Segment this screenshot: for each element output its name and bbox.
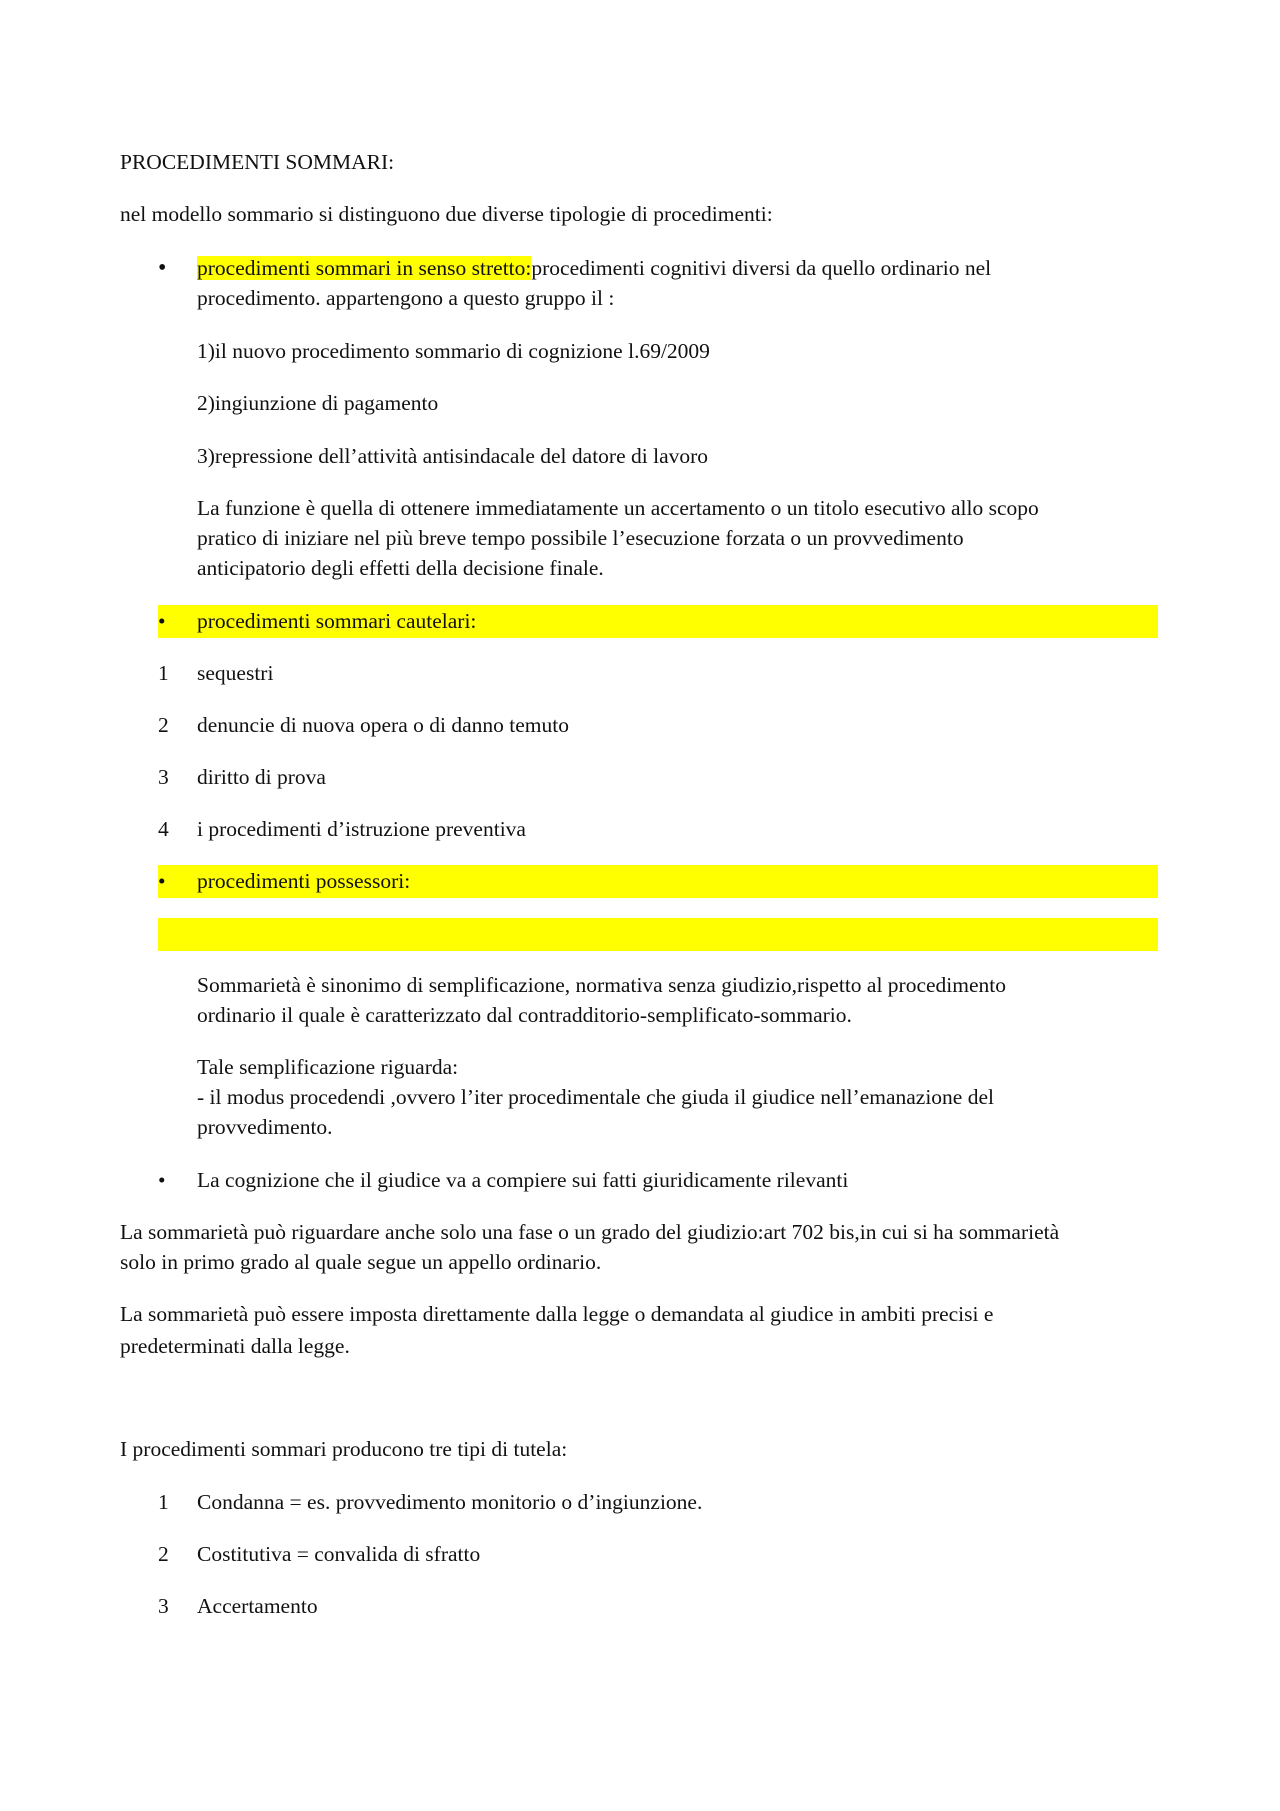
bullet-marker: • — [158, 609, 166, 633]
section3-paragraph-line: Sommarietà è sinonimo di semplificazione, normativa senza giudizio,rispetto al procedimento — [197, 973, 1007, 997]
section1-paragraph-line: pratico di iniziare nel più breve tempo possibile l’esecuzione forzata o un provvedimento — [197, 526, 964, 550]
tutela-item: Accertamento — [197, 1594, 318, 1618]
intro-text: nel modello sommario si distinguono due diverse tipologie di procedimenti: — [120, 202, 773, 226]
section1-item: 1)il nuovo procedimento sommario di cognizione l.69/2009 — [197, 339, 710, 363]
list-item: diritto di prova — [197, 765, 326, 789]
list-number: 3 — [158, 765, 169, 789]
section1-heading — [197, 253, 991, 283]
section3-paragraph-line: Tale semplificazione riguarda: — [197, 1055, 459, 1079]
section3-paragraph-line: provvedimento. — [197, 1115, 333, 1139]
bullet-marker: • — [158, 255, 167, 281]
section1-text-line: procedimento. appartengono a questo gruppo il : — [197, 286, 615, 310]
body-paragraph-line: predeterminati dalla legge. — [120, 1334, 350, 1358]
tutela-item: Costitutiva = convalida di sfratto — [197, 1542, 481, 1566]
list-number: 2 — [158, 1542, 169, 1566]
section1-highlight-label: procedimenti sommari in senso stretto: — [197, 256, 532, 280]
bullet-marker: • — [158, 869, 166, 893]
body-paragraph-line: solo in primo grado al quale segue un appello ordinario. — [120, 1250, 602, 1274]
section3-heading: procedimenti possessori: — [197, 869, 411, 893]
list-number: 3 — [158, 1594, 169, 1618]
section1-item: 3)repressione dell’attività antisindacale del datore di lavoro — [197, 444, 709, 468]
section3-paragraph-line: ordinario il quale è caratterizzato dal contradditorio-semplificato-sommario. — [197, 1003, 852, 1027]
body-paragraph-line: La sommarietà può riguardare anche solo una fase o un grado del giudizio:art 702 bis,in cui si ha sommarietà — [120, 1220, 1060, 1244]
section1-item: 2)ingiunzione di pagamento — [197, 391, 439, 415]
section1-text-rest: procedimenti cognitivi diversi da quello ordinario nel — [531, 256, 992, 280]
tutela-intro: I procedimenti sommari producono tre tipi di tutela: — [120, 1437, 568, 1461]
list-item: i procedimenti d’istruzione preventiva — [197, 817, 526, 841]
section3-paragraph-line: - il modus procedendi ,ovvero l’iter procedimentale che giuda il giudice nell’emanazione del — [197, 1085, 994, 1109]
body-paragraph-line: La sommarietà può essere imposta direttamente dalla legge o demandata al giudice in ambiti precisi e — [120, 1302, 994, 1326]
bullet-marker: • — [158, 1168, 166, 1192]
tutela-item: Condanna = es. provvedimento monitorio o d’ingiunzione. — [197, 1490, 703, 1514]
section2-heading: procedimenti sommari cautelari: — [197, 609, 477, 633]
list-item: denuncie di nuova opera o di danno temuto — [197, 713, 569, 737]
list-item: sequestri — [197, 661, 274, 685]
highlight-band-empty — [158, 918, 1158, 951]
list-number: 1 — [158, 661, 169, 685]
section1-paragraph-line: anticipatorio degli effetti della decisione finale. — [197, 556, 604, 580]
list-number: 1 — [158, 1490, 169, 1514]
section4-text: La cognizione che il giudice va a compiere sui fatti giuridicamente rilevanti — [197, 1168, 849, 1192]
list-number: 4 — [158, 817, 169, 841]
list-number: 2 — [158, 713, 169, 737]
section1-paragraph-line: La funzione è quella di ottenere immediatamente un accertamento o un titolo esecutivo allo scopo — [197, 496, 1039, 520]
document-title: PROCEDIMENTI SOMMARI: — [120, 150, 395, 174]
